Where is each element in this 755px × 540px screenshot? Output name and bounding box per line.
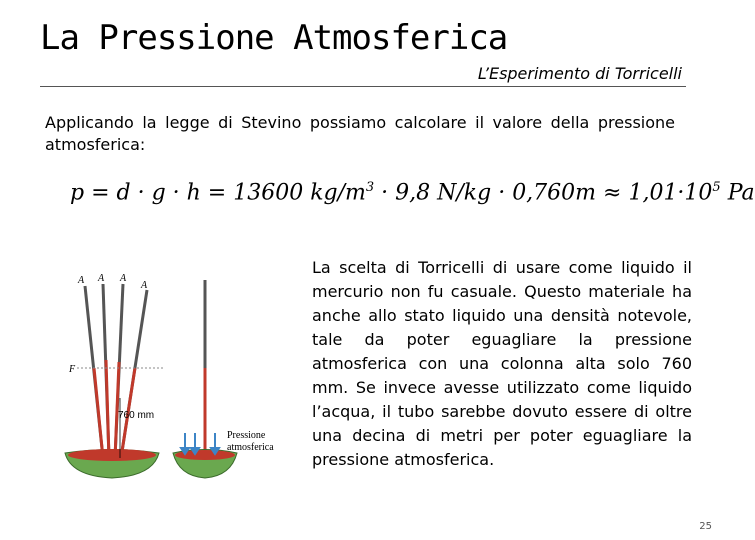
slide-subtitle: L’Esperimento di Torricelli: [477, 64, 682, 83]
label-a-1: A: [78, 275, 85, 286]
pressure-formula: [70, 180, 755, 205]
pressure-label-line1: Pressione: [227, 430, 266, 441]
page-number: 25: [699, 521, 712, 532]
mercury-columns: [94, 360, 135, 458]
pressure-label-line2: atmosferica: [227, 442, 274, 453]
title-divider: [40, 86, 686, 87]
label-a-3: A: [120, 273, 127, 284]
intro-paragraph: Applicando la legge di Stevino possiamo calcolare il valore della pressione atmosferica:: [45, 113, 675, 154]
formula-exponent-5: 5: [712, 180, 721, 195]
left-dish-mercury: [68, 449, 156, 461]
slide-title: La Pressione Atmosferica: [40, 18, 508, 58]
formula-middle: · 9,8 N/kg · 0,760m ≈ 1,01·10: [374, 180, 713, 206]
height-label: 760 mm: [118, 410, 155, 421]
torricelli-illustration-svg: [45, 258, 300, 498]
label-a-2: A: [98, 273, 105, 284]
explanation-paragraph: La scelta di Torricelli di usare come liquido il mercurio non fu casuale. Questo materiale ha anche allo stato liquido una densità notevole, tale da poter eguagliare la pressione atmosferica con una colonna alta solo 760 mm. Se invece avesse utilizzato come liquido l’acqua, il tubo sarebbe dovuto essere di oltre una decina di metri per poter eguagliare la pressione atmosferica.: [312, 258, 692, 469]
label-f: F: [69, 364, 76, 375]
torricelli-illustration: [45, 258, 300, 498]
formula-exponent-3: 3: [365, 180, 375, 195]
formula-end: Pa: [720, 180, 755, 206]
label-a-4: A: [141, 280, 148, 291]
formula-main: p = d · g · h = 13600 kg/m: [70, 180, 366, 206]
